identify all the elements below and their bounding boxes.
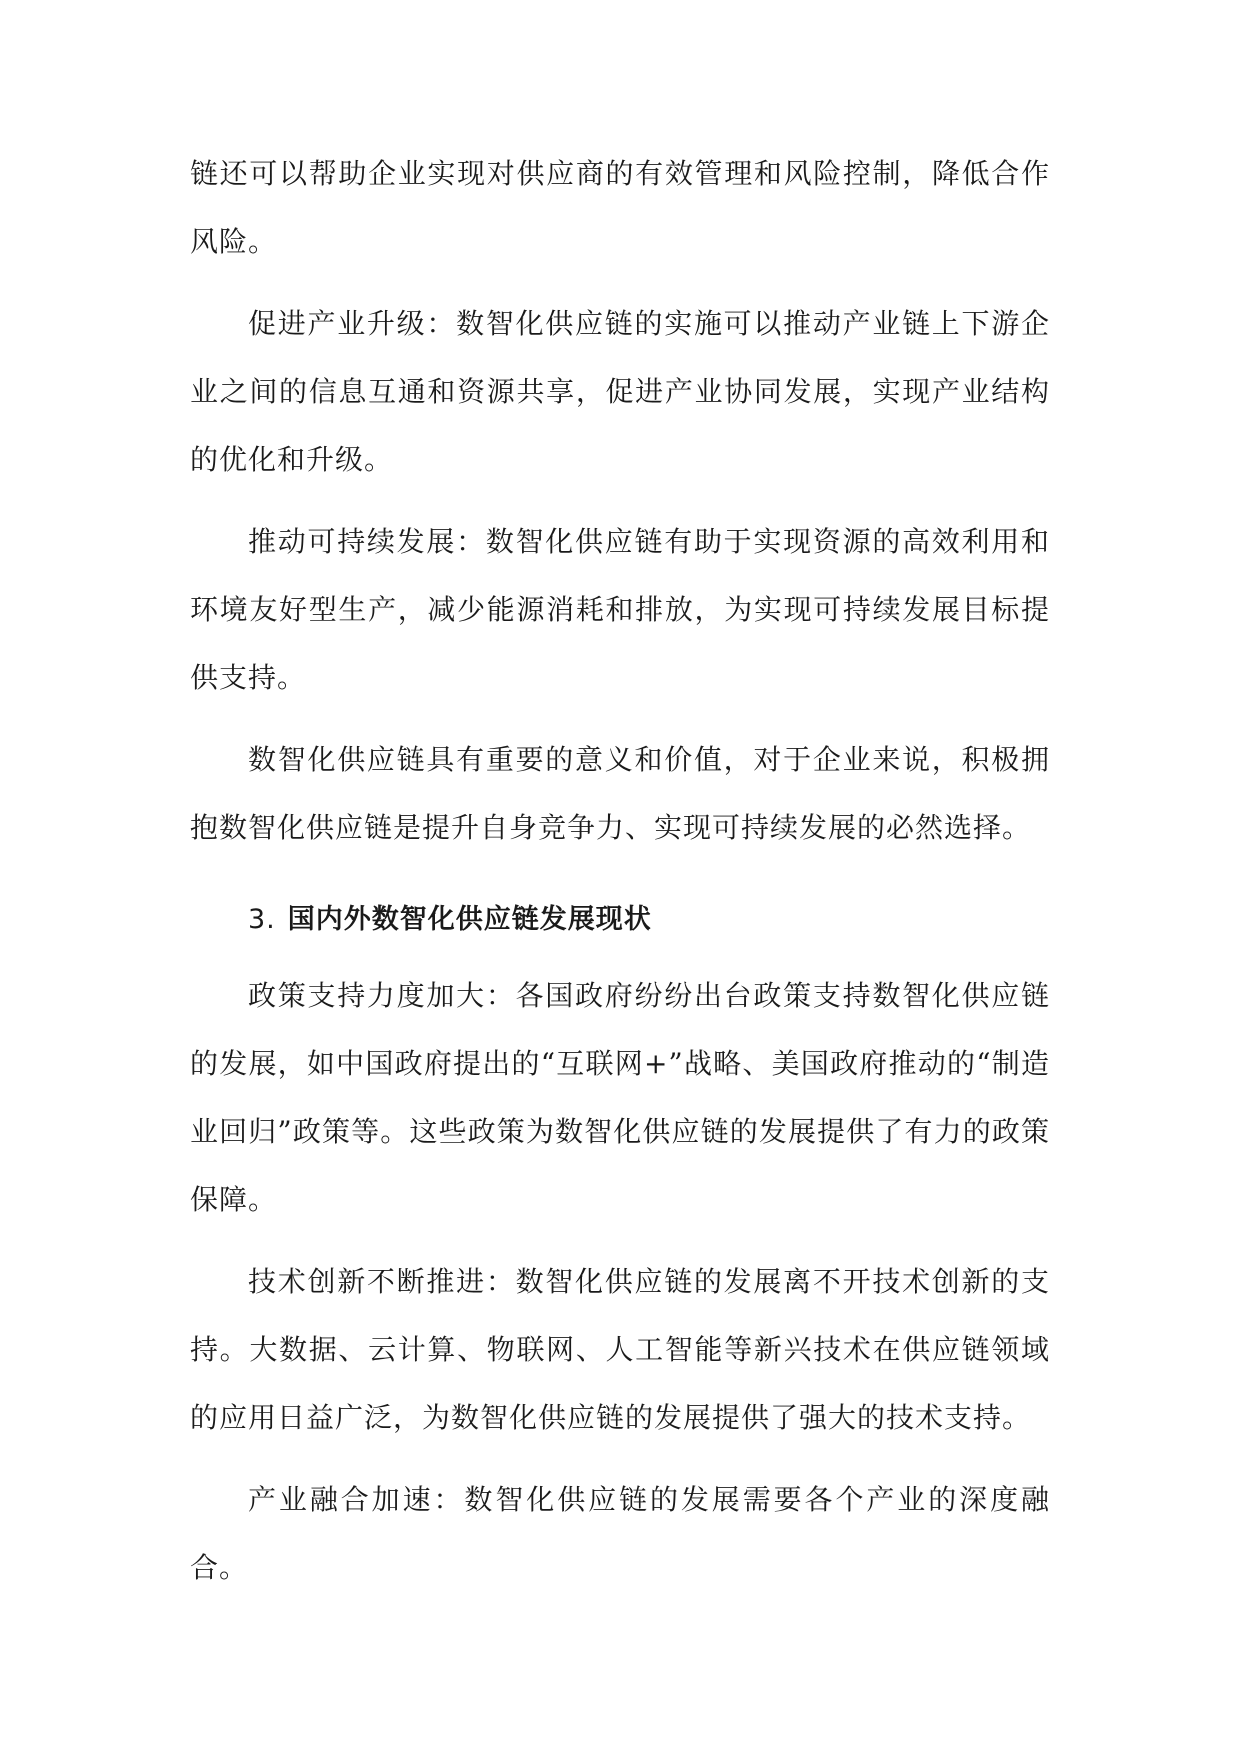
paragraph-gap (190, 276, 1050, 290)
section-heading (190, 900, 1050, 940)
document-page (190, 140, 1050, 1602)
section-title: 国内外数智化供应链发展现状 (287, 904, 652, 935)
paragraph-gap (190, 1234, 1050, 1248)
paragraph-industry-upgrade: 促进产业升级：数智化供应链的实施可以推动产业链上下游企业之间的信息互通和资源共享，促进产业协同发展，实现产业结构的优化和升级。 (190, 307, 1050, 476)
paragraph-supplier-risk: 链还可以帮助企业实现对供应商的有效管理和风险控制，降低合作风险。 (190, 157, 1050, 258)
paragraph-sustainability: 推动可持续发展：数智化供应链有助于实现资源的高效利用和环境友好型生产，减少能源消耗和排放，为实现可持续发展目标提供支持。 (190, 525, 1050, 694)
paragraph-tech-innovation: 技术创新不断推进：数智化供应链的发展离不开技术创新的支持。大数据、云计算、物联网、人工智能等新兴技术在供应链领域的应用日益广泛，为数智化供应链的发展提供了强大的技术支持。 (190, 1265, 1050, 1434)
paragraph-gap (190, 494, 1050, 508)
paragraph-summary: 数智化供应链具有重要的意义和价值，对于企业来说，积极拥抱数智化供应链是提升自身竞争力、实现可持续发展的必然选择。 (190, 743, 1050, 844)
section-number: 3. (248, 904, 276, 935)
paragraph-industry-fusion: 产业融合加速：数智化供应链的发展需要各个产业的深度融合。 (190, 1483, 1050, 1584)
paragraph-policy-support: 政策支持力度加大：各国政府纷纷出台政策支持数智化供应链的发展，如中国政府提出的“互联网+”战略、美国政府推动的“制造业回归”政策等。这些政策为数智化供应链的发展提供了有力的政策保障。 (190, 979, 1050, 1216)
paragraph-gap (190, 1452, 1050, 1466)
paragraph-gap (190, 712, 1050, 726)
